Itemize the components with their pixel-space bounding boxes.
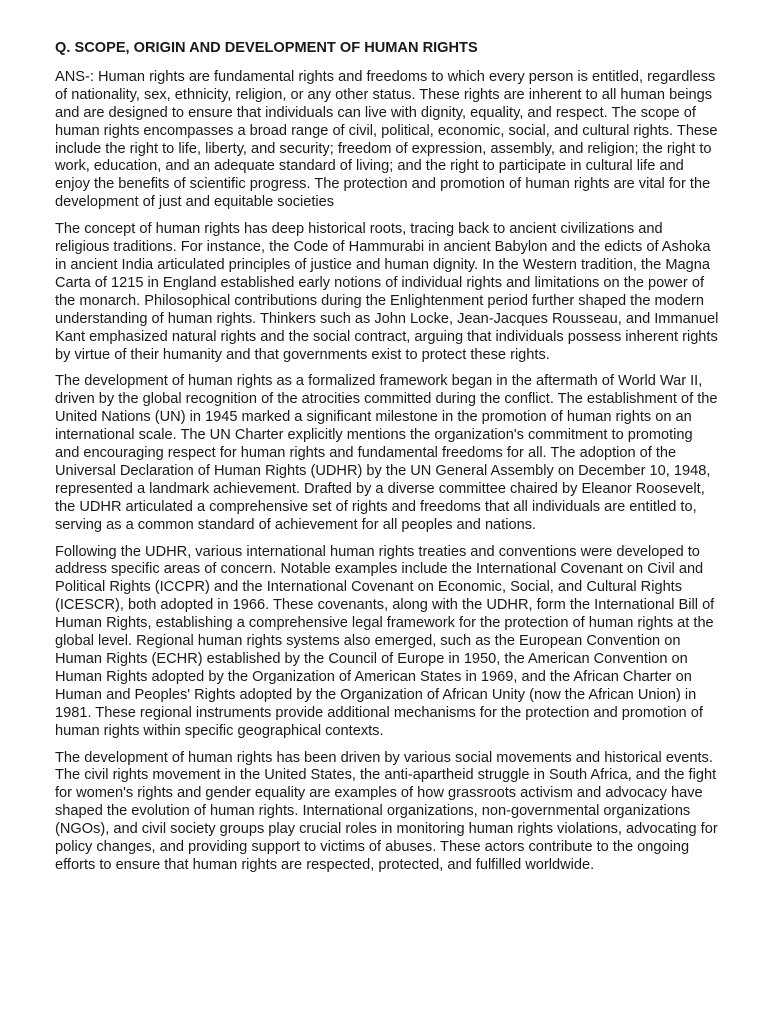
document-page [55,40,720,884]
paragraph-movements: The development of human rights has been driven by various social movements and historical events. The civil rights movement in the United States, the anti-apartheid struggle in South Africa, and the fight for women's rights and gender equality are examples of how grassroots activism and advocacy have shaped the evolution of human rights. International organizations, non-governmental organizations (NGOs), and civil society groups play crucial roles in monitoring human rights violations, advocating for policy changes, and providing support to victims of abuses. These actors contribute to the ongoing efforts to ensure that human rights are respected, protected, and fulfilled worldwide. [55,749,718,873]
paragraph-scope: ANS-: Human rights are fundamental rights and freedoms to which every person is entitled, regardless of nationality, sex, ethnicity, religion, or any other status. These rights are inherent to all human beings and are designed to ensure that individuals can live with dignity, equality, and respect. The scope of human rights encompasses a broad range of civil, political, economic, social, and cultural rights. These include the right to life, liberty, and security; freedom of expression, assembly, and religion; the right to work, education, and an adequate standard of living; and the right to participate in cultural life and enjoy the benefits of scientific progress. The protection and promotion of human rights are vital for the development of just and equitable societies [55,68,718,211]
paragraph-origin: The concept of human rights has deep historical roots, tracing back to ancient civilizations and religious traditions. For instance, the Code of Hammurabi in ancient Babylon and the edicts of Ashoka in ancient India articulated principles of justice and human dignity. In the Western tradition, the Magna Carta of 1215 in England established early notions of individual rights and limitations on the power of the monarch. Philosophical contributions during the Enlightenment period further shaped the modern understanding of human rights. Thinkers such as John Locke, Jean-Jacques Rousseau, and Immanuel Kant emphasized natural rights and the social contract, arguing that individuals possess inherent rights by virtue of their humanity and that governments exist to protect these rights. [55,221,719,363]
paragraph-treaties: Following the UDHR, various international human rights treaties and conventions were developed to address specific areas of concern. Notable examples include the International Covenant on Civil and Political Rights (ICCPR) and the International Covenant on Economic, Social, and Cultural Rights (ICESCR), both adopted in 1966. These covenants, along with the UDHR, form the International Bill of Human Rights, establishing a comprehensive legal framework for the protection of human rights at the global level. Regional human rights systems also emerged, such as the European Convention on Human Rights (ECHR) established by the Council of Europe in 1950, the American Convention on Human Rights adopted by the Organization of American States in 1969, and the African Charter on Human and Peoples' Rights adopted by the Organization of African Unity (now the African Union) in 1981. These regional instruments provide additional mechanisms for the protection and promotion of human rights within specific geographical contexts. [55,543,715,739]
document-title: Q. SCOPE, ORIGIN AND DEVELOPMENT OF HUMAN RIGHTS [55,40,478,56]
paragraph-development: The development of human rights as a formalized framework began in the aftermath of World War II, driven by the global recognition of the atrocities committed during the conflict. The establishment of the United Nations (UN) in 1945 marked a significant milestone in the promotion of human rights on an international scale. The UN Charter explicitly mentions the organization's commitment to promoting and encouraging respect for human rights and fundamental freedoms for all. The adoption of the Universal Declaration of Human Rights (UDHR) by the UN General Assembly on December 10, 1948, represented a landmark achievement. Drafted by a diverse committee chaired by Eleanor Roosevelt, the UDHR articulated a comprehensive set of rights and freedoms that all individuals are entitled to, serving as a common standard of achievement for all peoples and nations. [55,373,718,533]
